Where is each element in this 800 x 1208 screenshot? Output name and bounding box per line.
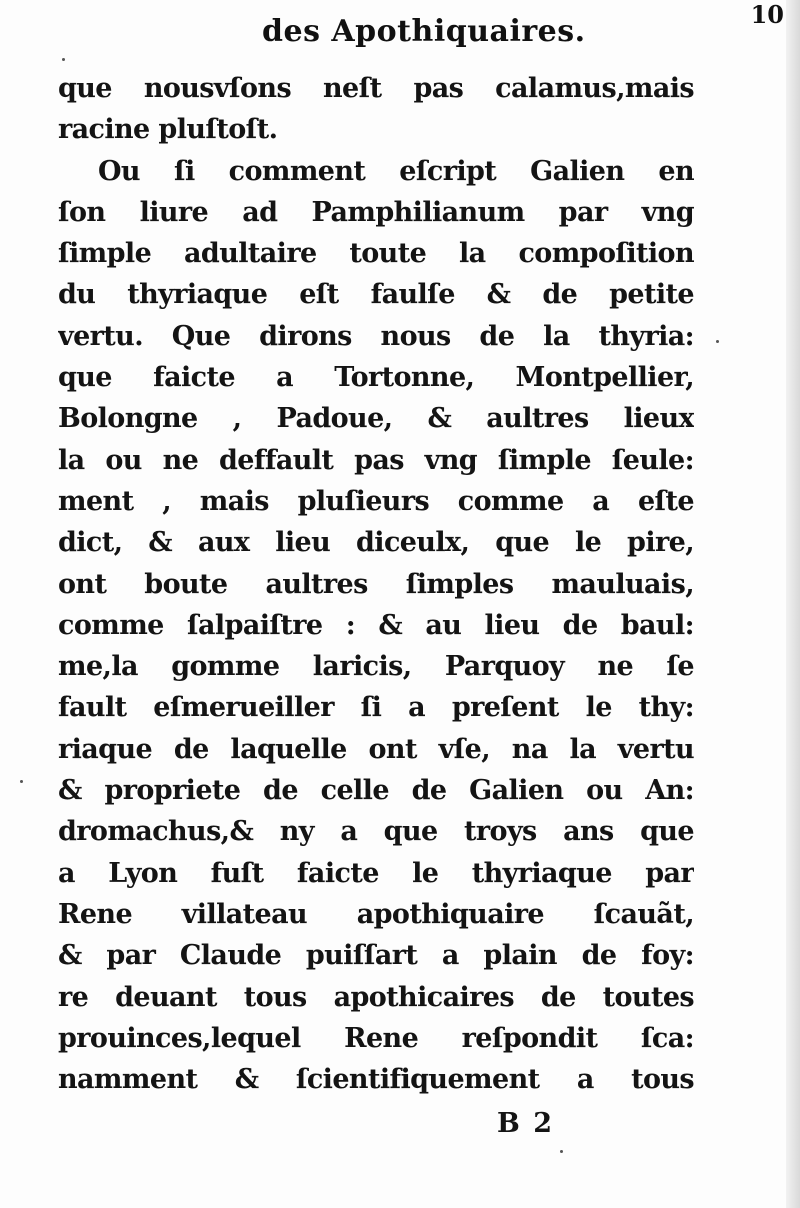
text-line: re deuant tous apothicaires de toutes: [58, 981, 694, 1013]
text-line: fault eſmerueiller ſi a preſent le thy:: [58, 692, 694, 724]
text-line: la ou ne deffault pas vng ſimple ſeule:: [58, 444, 694, 476]
text-line: comme ſalpaiſtre : & au lieu de baul:: [58, 609, 694, 641]
text-line: ſimple adultaire toute la compoſition: [58, 238, 694, 270]
text-line: dromachus,& ny a que troys ans que: [58, 816, 694, 848]
text-line: que faicte a Tortonne, Montpellier,: [58, 362, 694, 394]
text-line: a Lyon fuſt faicte le thyriaque par: [58, 857, 694, 889]
running-head: des Apothiquaires.: [262, 14, 586, 49]
text-line: & par Claude puiſſart a plain de foy:: [58, 940, 694, 972]
folio-number: 10: [750, 0, 784, 29]
text-line: ment , mais pluſieurs comme a eſte: [58, 485, 694, 517]
text-line: dict, & aux lieu diceulx, que le pire,: [58, 527, 694, 559]
ink-speck: [716, 340, 719, 343]
signature-mark: B 2: [497, 1108, 555, 1139]
text-line: ont boute aultres ſimples mauluais,: [58, 568, 694, 600]
text-line: vertu. Que dirons nous de la thyria:: [58, 320, 694, 352]
ink-speck: [560, 1150, 563, 1153]
ink-speck: [62, 58, 65, 61]
text-line: namment & ſcientifiquement a tous: [58, 1064, 694, 1096]
ink-speck: [20, 780, 23, 783]
body-text: [58, 68, 694, 1100]
page-edge-shadow: [786, 0, 800, 1208]
text-line: que nousvſons neſt pas calamus,mais: [58, 73, 694, 104]
text-line: prouinces,lequel Rene reſpondit ſca:: [58, 1022, 694, 1054]
text-line: riaque de laquelle ont vſe, na la vertu: [58, 733, 694, 765]
text-line: & propriete de celle de Galien ou An:: [58, 775, 694, 807]
text-line: Rene villateau apothiquaire ſcauãt,: [58, 898, 694, 930]
text-line: Ou ſi comment eſcript Galien en: [98, 155, 694, 187]
text-line: ſon liure ad Pamphilianum par vng: [58, 196, 694, 228]
text-line: du thyriaque eſt faulſe & de petite: [58, 279, 694, 311]
text-line: me,la gomme laricis, Parquoy ne ſe: [58, 651, 694, 683]
text-line: racine pluſtoſt.: [58, 114, 278, 146]
text-line: Bolongne , Padoue, & aultres lieux: [58, 403, 694, 435]
